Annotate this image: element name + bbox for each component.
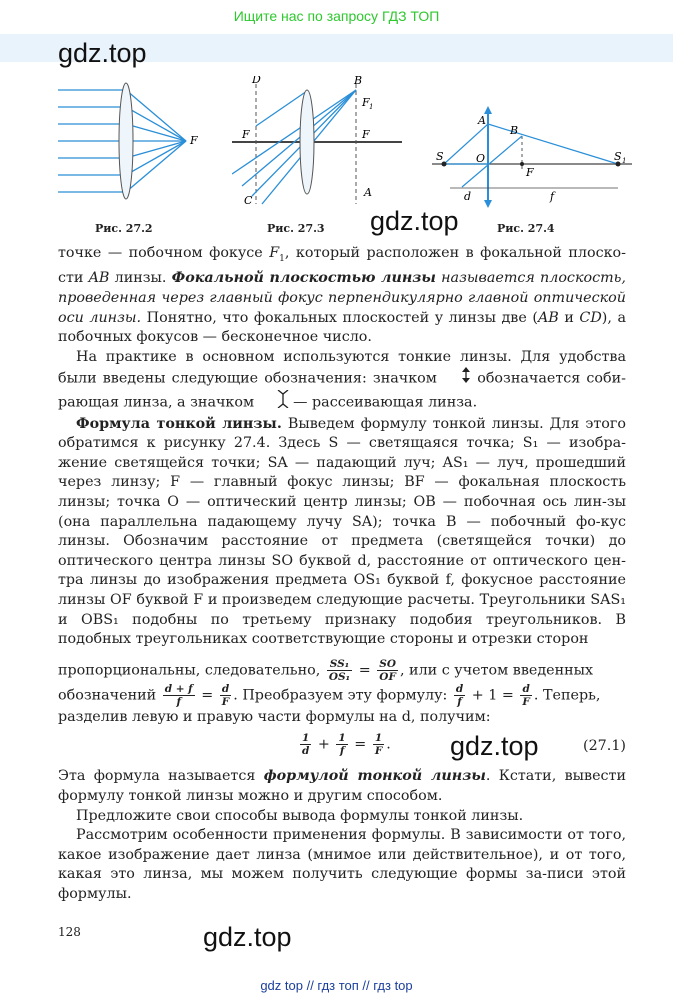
figure-27-3 xyxy=(232,76,402,206)
fraction-1-F xyxy=(373,732,384,757)
paragraph-lens-symbols xyxy=(58,348,626,415)
formula-plus: + xyxy=(313,736,335,753)
formula-dot: . xyxy=(386,736,391,753)
formula-eq: = xyxy=(349,736,371,753)
page-number: 128 xyxy=(58,925,81,939)
frac-den: OS₁ xyxy=(328,670,351,683)
paragraph-thin-lens-formula xyxy=(58,415,626,650)
figure-27-2 xyxy=(58,80,218,220)
fraction-d-F-2 xyxy=(520,683,531,708)
line-proportional xyxy=(58,658,626,683)
p3-text: Выведем формулу тонкой линзы. Для этого обратимся к рисунку 27.4. Здесь S — светящаяся точка; S₁ — изобра-жение светящейся точки; SA — падающий луч; AS₁ — луч, прошедший через линзу; F — главный фокус линзы; BF — фокальная плоскость линзы; точка O — оптический центр линзы; OB — побочная ось лин-зы (она параллельна падающему лучу SA); точка B — побочный фо-кус линзы. Обозначим расстояние от предмета (светящейся точки) до оптического центра линзы SO буквой d, расстояние от оптического цен-тра линзы до изображения предмета OS₁ буквой f, фокусное расстояние линзы OF буквой F и произведем следующие расчеты. Треугольники SAS₁ и OBS₁ подобны по третьему признаку подобия треугольников. В подобных треугольниках соответствующие стороны и отрезки сторон xyxy=(58,415,627,648)
formula-27-1 xyxy=(58,727,626,767)
fig2-label-d: D xyxy=(252,76,261,86)
fig2-label-c: C xyxy=(244,194,253,206)
prop-text-1: пропорциональны, следовательно, xyxy=(58,662,325,679)
watermark-bottom: gdz.top xyxy=(203,922,292,952)
fig3-caption: Рис. 27.4 xyxy=(497,222,555,235)
watermark-formula: gdz.top xyxy=(450,731,539,761)
fig2-label-a: A xyxy=(364,186,372,199)
fig3-label-s1: S xyxy=(614,150,622,163)
frac-den: f xyxy=(457,695,462,708)
p1-cd: CD xyxy=(579,309,602,326)
p1-term: Фокальной плоскостью линзы xyxy=(171,270,436,287)
paragraph-formula-name xyxy=(58,767,626,806)
watermark-figures: gdz.top xyxy=(370,206,459,236)
fig3-label-o: O xyxy=(476,152,486,165)
frac-num: 1 xyxy=(338,732,346,745)
fraction-ss1-os1 xyxy=(327,658,352,683)
formula-number: (27.1) xyxy=(583,738,626,755)
frac-num: SS₁ xyxy=(327,658,352,671)
fig1-caption: Рис. 27.2 xyxy=(95,222,153,235)
fig3-label-fdist: f xyxy=(550,190,555,203)
p1-f1: F xyxy=(269,245,280,261)
fig2-label-f-left: F xyxy=(242,128,250,141)
fraction-d-f xyxy=(454,683,465,708)
p3-title: Формула тонкой линзы. xyxy=(76,415,282,432)
p2-text-3: — рассеивающая линза. xyxy=(288,394,478,411)
frac-num: d xyxy=(520,683,531,696)
notation-plus: + 1 = xyxy=(467,687,519,704)
fig2-label-f1-sub: 1 xyxy=(369,103,374,111)
frac-den: F xyxy=(221,695,230,708)
line-divide: разделив левую и правую части формулы на d, получим: xyxy=(58,708,491,725)
frac-num: 1 xyxy=(300,732,311,745)
frac-num: SO xyxy=(379,657,396,670)
search-hint: Ищите нас по запросу ГДЗ ТОП xyxy=(233,8,440,24)
p1-text-4: Понятно, что фокальных плоскостей у линзы две ( xyxy=(141,309,538,326)
fraction-so-of xyxy=(377,658,398,683)
p1-ab: AB xyxy=(88,270,110,287)
paragraph-suggest: Предложите свои способы вывода формулы тонкой линзы. xyxy=(76,807,524,824)
fig3-label-a: A xyxy=(478,114,486,127)
fig3-label-b: B xyxy=(510,124,519,137)
top-banner xyxy=(0,0,673,34)
p4-text-1: Эта формула называется xyxy=(58,768,264,785)
watermark-top: gdz.top xyxy=(58,38,147,68)
fraction-dplusf-f xyxy=(163,683,195,708)
thin-lens-equation xyxy=(298,732,391,757)
paragraph-features: Рассмотрим особенности применения формулы. В зависимости от того, какое изображение дает линза (мнимое или действительное), и от того, какая это линза, мы можем получить следующие формы за-писи этой формулы. xyxy=(58,827,626,902)
p1-definition: называется плоскость, проведенная через главный фокус перпендикулярно главной оптической оси линзы. xyxy=(58,270,626,326)
fig2-label-f1: F xyxy=(362,96,370,109)
frac-den: OF xyxy=(379,670,396,683)
p1-text-1: точке — побочном фокусе xyxy=(58,245,270,261)
p1-ab2: AB xyxy=(537,309,559,326)
notation-text-2: . Преобразуем эту формулу: xyxy=(233,687,452,704)
p1-text-3: линзы. xyxy=(109,270,172,287)
prop-text-2: , или с учетом введенных xyxy=(399,662,594,679)
line-notation xyxy=(58,683,626,708)
fig2-label-f-right: F xyxy=(362,128,370,141)
frac-num: 1 xyxy=(373,732,384,745)
p2-text-1: На практике в основном используются тонкие линзы. Для удобства были введены следующие обозначения: значком xyxy=(58,348,626,387)
fig2-caption: Рис. 27.3 xyxy=(267,222,325,235)
footer-links: gdz top // гдз топ // гдз top xyxy=(260,978,413,993)
fig3-label-d: d xyxy=(464,190,472,203)
body-text xyxy=(58,244,626,904)
frac-den: F xyxy=(522,695,530,708)
frac-den: d xyxy=(302,745,310,758)
diverging-lens-icon xyxy=(259,390,289,415)
fig1-focus-label: F xyxy=(190,134,198,147)
p1-f1-sub: 1 xyxy=(279,253,285,264)
frac-den: f xyxy=(339,745,345,758)
fig2-label-b: B xyxy=(354,76,363,87)
figure-27-4 xyxy=(432,102,632,212)
p1-and: и xyxy=(558,309,580,326)
fraction-1-d xyxy=(300,732,311,757)
converging-lens-icon xyxy=(443,367,471,390)
notation-text-3: . Теперь, xyxy=(533,687,601,704)
frac-num: d xyxy=(455,682,464,695)
frac-num: d xyxy=(220,683,231,696)
fig3-label-s: S xyxy=(436,150,444,163)
prop-eq: = xyxy=(354,662,376,679)
p1-text-5: ), а побочных фокусов — бесконечное число. xyxy=(58,309,626,346)
fig3-label-f: F xyxy=(526,166,534,179)
fig3-label-s1-sub: 1 xyxy=(622,157,627,165)
paragraph-focal-plane xyxy=(58,244,626,348)
p4-term: формулой тонкой линзы xyxy=(263,768,486,785)
frac-den: F xyxy=(374,745,383,758)
notation-text-1: обозначений xyxy=(58,687,161,704)
fraction-1-f xyxy=(336,732,347,757)
fraction-d-F xyxy=(220,683,231,708)
p1-text-2: , который расположен в фокальной плоско-сти xyxy=(58,245,627,287)
frac-num: d + f xyxy=(164,682,193,695)
frac-den: f xyxy=(176,695,181,708)
notation-eq: = xyxy=(196,687,218,704)
p4-text-2: . Кстати, вывести формулу тонкой линзы можно и другим способом. xyxy=(58,768,626,804)
p2-text-2: обозначается соби-рающая линза, а значком xyxy=(58,370,627,411)
